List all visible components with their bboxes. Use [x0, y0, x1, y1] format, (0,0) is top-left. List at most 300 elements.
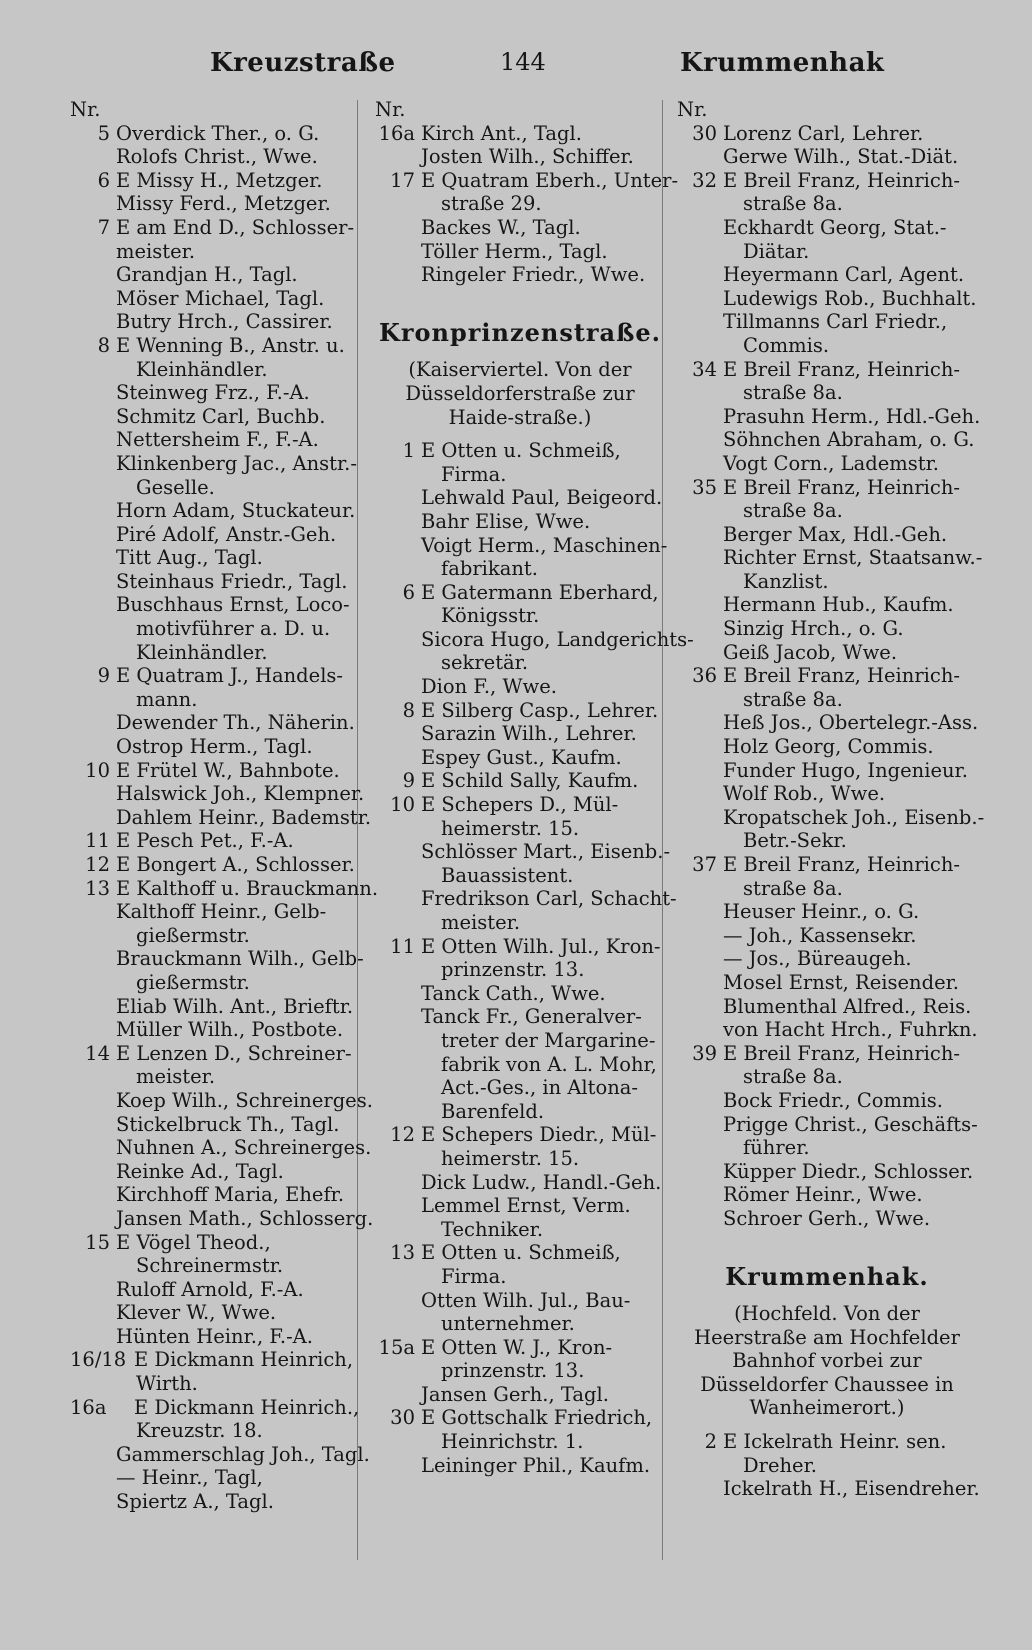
resident-text: Ringeler Friedr., Wwe.	[421, 263, 646, 287]
entry-line	[70, 145, 360, 169]
column-krummenhak	[677, 98, 985, 1501]
house-number: 8	[97, 333, 110, 357]
resident-text: E Kalthoff u. Brauckmann.	[116, 876, 379, 900]
resident-text: Dahlem Heinr., Bademstr.	[116, 805, 372, 829]
entry-line	[375, 1123, 665, 1147]
resident-text: Kalthoff Heinr., Gelb-	[116, 900, 327, 924]
resident-text: straße 8a.	[743, 876, 843, 900]
entry-line	[375, 958, 665, 982]
house-number: 8	[402, 698, 415, 722]
resident-text: Titt Aug., Tagl.	[116, 546, 263, 570]
entry-line	[70, 1231, 360, 1255]
resident-text: Grandjan H., Tagl.	[116, 263, 298, 287]
resident-text: Jansen Gerh., Tagl.	[421, 1382, 609, 1406]
resident-text: Dewender Th., Näherin.	[116, 711, 355, 735]
resident-text: Reinke Ad., Tagl.	[116, 1159, 284, 1183]
resident-text: Funder Hugo, Ingenieur.	[723, 758, 968, 782]
entry-line	[677, 759, 977, 783]
house-number: 12	[390, 1123, 415, 1147]
resident-text: fabrik von A. L. Mohr,	[441, 1052, 657, 1076]
entry-line	[70, 216, 360, 240]
entry-line	[677, 1065, 977, 1089]
entry-line	[70, 664, 360, 688]
resident-text: Josten Wilh., Schiffer.	[421, 145, 634, 169]
resident-text: Steinhaus Friedr., Tagl.	[116, 569, 348, 593]
resident-text: E Otten W. J., Kron-	[421, 1335, 613, 1359]
entry-line	[677, 240, 977, 264]
house-number: 7	[97, 215, 110, 239]
entry-line	[375, 1359, 665, 1383]
entry-line	[677, 711, 977, 735]
resident-text: Küpper Diedr., Schlosser.	[723, 1159, 974, 1183]
resident-text: Müller Wilh., Postbote.	[116, 1018, 344, 1042]
entry-line	[375, 1241, 665, 1265]
entry-line	[375, 604, 665, 628]
entry-line	[375, 439, 665, 463]
entry-list	[375, 121, 679, 287]
entry-line	[375, 769, 665, 793]
section-title: Kronprinzenstraße.	[379, 317, 661, 347]
resident-text: E Dickmann Heinrich.,	[134, 1395, 360, 1419]
resident-text: Piré Adolf, Anstr.-Geh.	[116, 522, 337, 546]
resident-text: Holz Georg, Commis.	[723, 735, 934, 759]
entry-line	[677, 1089, 977, 1113]
entry-line	[70, 876, 379, 901]
entry-line	[70, 1419, 360, 1443]
house-number: 39	[692, 1041, 717, 1065]
entry-list	[677, 121, 985, 1231]
entry-line	[70, 688, 360, 712]
entry-line	[677, 735, 977, 759]
resident-text: E Quatram Eberh., Unter-	[421, 168, 679, 192]
entry-line	[677, 216, 977, 240]
entry-line	[70, 924, 360, 948]
entry-line	[375, 1312, 665, 1336]
resident-text: E Gatermann Eberhard,	[421, 580, 659, 604]
house-number: 15	[85, 1230, 110, 1254]
entry-line	[677, 192, 977, 216]
resident-text: E Dickmann Heinrich,	[134, 1348, 354, 1372]
entry-line	[375, 1383, 665, 1407]
resident-text: E Schepers Diedr., Mül-	[421, 1123, 657, 1147]
resident-text: Mosel Ernst, Reisender.	[723, 970, 960, 994]
entry-line	[375, 1406, 665, 1430]
house-number: 17	[390, 168, 415, 192]
house-number: 35	[692, 475, 717, 499]
resident-text: Römer Heinr., Wwe.	[723, 1183, 923, 1207]
section-description: (Hochfeld. Von der Heerstraße am Hochfelder Bahnhof vorbei zur Düsseldorfer Chaussee in Wanheimerort.)	[694, 1302, 960, 1420]
resident-text: Kropatschek Joh., Eisenb.-	[723, 805, 985, 829]
resident-text: meister.	[441, 911, 521, 934]
resident-text: Hünten Heinr., F.-A.	[116, 1324, 313, 1348]
entry-line	[677, 1018, 977, 1042]
house-number: 12	[85, 853, 110, 876]
resident-text: E Breil Franz, Heinrich-	[723, 853, 960, 876]
entry-line	[677, 452, 977, 476]
resident-text: Nuhnen A., Schreinerges.	[116, 1136, 372, 1160]
house-number: 32	[692, 168, 717, 192]
resident-text: E Gottschalk Friedrich,	[421, 1406, 653, 1430]
entry-line	[677, 1183, 977, 1207]
house-number: 9	[97, 664, 110, 688]
resident-text: E Silberg Casp., Lehrer.	[421, 698, 659, 722]
nr-label: Nr.	[70, 98, 101, 121]
entry-line	[677, 829, 977, 853]
entry-line	[70, 853, 360, 877]
resident-text: Heß Jos., Obertelegr.-Ass.	[723, 711, 979, 735]
resident-text: Heyermann Carl, Agent.	[723, 263, 965, 287]
house-number: 9	[402, 769, 415, 793]
house-number: 1	[402, 439, 415, 463]
resident-text: Tillmanns Carl Friedr.,	[723, 310, 948, 334]
entry-line	[70, 1042, 360, 1066]
column-kreuzstrasse	[70, 98, 379, 1514]
resident-text: prinzenstr. 13.	[441, 1359, 585, 1383]
resident-text: Backes W., Tagl.	[421, 215, 581, 239]
entry-line	[70, 405, 360, 429]
resident-text: Geselle.	[136, 475, 215, 499]
resident-text: E Wenning B., Anstr. u.	[116, 333, 345, 357]
entry-line	[677, 924, 977, 948]
entry-line	[70, 1183, 360, 1207]
resident-text: meister.	[136, 1065, 216, 1089]
entry-line	[677, 428, 977, 452]
entry-line	[677, 971, 977, 995]
resident-text: Commis.	[743, 333, 830, 357]
resident-text: unternehmer.	[441, 1312, 575, 1336]
entry-line	[70, 617, 360, 641]
resident-text: Möser Michael, Tagl.	[116, 286, 325, 310]
entry-list	[70, 121, 379, 1514]
resident-text: E Otten u. Schmeiß,	[421, 1241, 621, 1265]
house-number: 6	[97, 168, 110, 192]
entry-line	[70, 428, 360, 452]
entry-line	[375, 145, 665, 169]
entry-line	[677, 664, 977, 688]
entry-line	[677, 900, 977, 924]
entry-line	[70, 169, 360, 193]
resident-text: E Bongert A., Schlosser.	[116, 853, 355, 876]
resident-text: gießermstr.	[136, 923, 250, 947]
entry-line	[70, 829, 360, 853]
entry-line	[375, 840, 671, 864]
resident-text: E Pesch Pet., F.-A.	[116, 829, 294, 853]
entry-line	[677, 358, 977, 382]
resident-text: Fredrikson Carl, Schacht-	[421, 887, 677, 911]
resident-text: Techniker.	[441, 1217, 544, 1241]
entry-line	[677, 1160, 977, 1184]
entry-line	[375, 533, 668, 558]
entry-line	[375, 722, 665, 746]
entry-line	[70, 711, 360, 735]
resident-text: Butry Hrch., Cassirer.	[116, 310, 333, 334]
entry-line	[375, 510, 665, 534]
resident-text: Eliab Wilh. Ant., Brieftr.	[116, 994, 354, 1018]
entry-line	[677, 853, 977, 877]
entry-line	[677, 641, 977, 665]
section-description: (Kaiserviertel. Von der Düsseldorferstraße zur Haide-straße.)	[405, 358, 635, 429]
header-right-street: Krummenhak	[680, 48, 885, 78]
resident-text: Kleinhändler.	[136, 357, 268, 381]
entry-line	[677, 617, 977, 641]
resident-text: Koep Wilh., Schreinerges.	[116, 1088, 373, 1112]
entry-line	[375, 1430, 665, 1454]
house-number: 34	[692, 357, 717, 381]
resident-text: E Breil Franz, Heinrich-	[723, 664, 960, 688]
resident-text: Schlösser Mart., Eisenb.-	[421, 840, 671, 864]
house-number: 10	[85, 758, 110, 782]
entry-line	[70, 546, 360, 570]
resident-text: Berger Max, Hdl.-Geh.	[723, 522, 948, 546]
entry-line	[70, 192, 360, 216]
resident-text: Königsstr.	[441, 604, 540, 628]
house-number: 2	[704, 1430, 717, 1454]
resident-text: straße 8a.	[743, 192, 843, 216]
nr-label: Nr.	[677, 98, 708, 121]
entry-line	[375, 887, 677, 911]
house-number: 14	[85, 1041, 110, 1065]
resident-text: führer.	[743, 1136, 810, 1160]
entry-line	[70, 310, 360, 334]
entry-line	[677, 1454, 977, 1478]
nr-label: Nr.	[375, 98, 406, 121]
entry-line	[677, 688, 977, 712]
entry-line	[677, 805, 985, 830]
entry-line	[70, 240, 360, 264]
resident-text: motivführer a. D. u.	[136, 617, 331, 641]
entry-line	[70, 1325, 360, 1349]
entry-line	[677, 169, 977, 193]
house-number: 36	[692, 664, 717, 688]
resident-text: E Otten u. Schmeiß,	[421, 439, 621, 463]
resident-text: straße 8a.	[743, 499, 843, 523]
page-number: 144	[500, 48, 546, 76]
resident-text: Missy Ferd., Metzger.	[116, 192, 331, 216]
entry-line	[70, 1113, 360, 1137]
resident-text: Kreuzstr. 18.	[136, 1419, 263, 1443]
entry-line	[375, 1289, 665, 1313]
entry-line	[70, 1396, 360, 1420]
entry-line	[375, 627, 694, 652]
entry-line	[375, 1218, 665, 1242]
resident-text: Eckhardt Georg, Stat.-	[723, 215, 947, 239]
entry-line	[375, 793, 665, 817]
resident-text: Hermann Hub., Kaufm.	[723, 593, 954, 617]
entry-line	[677, 404, 981, 429]
entry-line	[70, 1018, 360, 1042]
resident-text: Söhnchen Abraham, o. G.	[723, 428, 975, 452]
resident-text: Kleinhändler.	[136, 640, 268, 664]
entry-line	[375, 168, 679, 193]
resident-text: E Lenzen D., Schreiner-	[116, 1041, 352, 1065]
resident-text: Lemmel Ernst, Verm.	[421, 1194, 631, 1218]
entry-line	[677, 145, 977, 169]
entry-line	[375, 817, 665, 841]
resident-text: Kanzlist.	[743, 569, 829, 593]
resident-text: Sarazin Wilh., Lehrer.	[421, 722, 637, 746]
entry-line	[375, 1147, 665, 1171]
resident-text: Ruloff Arnold, F.-A.	[116, 1277, 304, 1301]
entry-line	[375, 1194, 665, 1218]
entry-line	[677, 1113, 977, 1137]
resident-text: Klinkenberg Jac., Anstr.-	[116, 451, 357, 475]
entry-line	[375, 263, 665, 287]
resident-text: Steinweg Frz., F.-A.	[116, 381, 310, 405]
entry-line	[70, 805, 372, 830]
resident-text: Heinrichstr. 1.	[441, 1430, 584, 1454]
entry-line	[70, 1206, 374, 1231]
house-number: 16a	[378, 121, 415, 145]
entry-line	[375, 746, 665, 770]
resident-text: straße 8a.	[743, 1065, 843, 1089]
resident-text: Töller Herm., Tagl.	[421, 239, 608, 263]
resident-text: Halswick Joh., Klempner.	[116, 782, 365, 806]
entry-list	[375, 439, 694, 1477]
resident-text: Rolofs Christ., Wwe.	[116, 145, 318, 169]
entry-line	[375, 1076, 665, 1100]
resident-text: E Ickelrath Heinr. sen.	[723, 1430, 947, 1454]
resident-text: Bahr Elise, Wwe.	[421, 509, 591, 533]
resident-text: Stickelbruck Th., Tagl.	[116, 1112, 340, 1136]
resident-text: prinzenstr. 13.	[441, 958, 585, 982]
resident-text: fabrikant.	[441, 557, 538, 581]
entry-line	[375, 581, 665, 605]
resident-text: Dion F., Wwe.	[421, 675, 557, 699]
resident-text: Ostrop Herm., Tagl.	[116, 735, 313, 759]
entry-line	[70, 287, 360, 311]
entry-line	[375, 216, 665, 240]
resident-text: Overdick Ther., o. G.	[116, 121, 320, 145]
entry-line	[70, 782, 365, 806]
resident-text: Kirch Ant., Tagl.	[421, 121, 582, 145]
resident-text: Kirchhoff Maria, Ehefr.	[116, 1183, 345, 1207]
entry-line	[70, 358, 360, 382]
entry-line	[70, 1301, 360, 1325]
entry-line	[677, 476, 977, 500]
entry-line	[70, 1160, 360, 1184]
entry-line	[70, 1442, 370, 1467]
resident-text: Ickelrath H., Eisendreher.	[723, 1477, 980, 1501]
entry-line	[375, 557, 665, 581]
entry-line	[375, 935, 665, 959]
resident-text: Wirth.	[136, 1372, 198, 1396]
entry-line	[70, 1136, 372, 1160]
resident-text: Prasuhn Herm., Hdl.-Geh.	[723, 404, 981, 428]
entry-line	[375, 982, 665, 1006]
entry-line	[375, 1265, 665, 1289]
resident-text: Diätar.	[743, 239, 810, 263]
resident-text: E Quatram J., Handels-	[116, 664, 344, 688]
entry-line	[375, 1053, 665, 1077]
entry-line	[677, 1430, 977, 1454]
entry-line	[677, 334, 977, 358]
resident-text: Lorenz Carl, Lehrer.	[723, 121, 924, 145]
resident-text: Horn Adam, Stuckateur.	[116, 499, 356, 523]
resident-text: Espey Gust., Kaufm.	[421, 745, 622, 769]
house-number: 16a	[70, 1395, 107, 1419]
section-title: Krummenhak.	[725, 1261, 929, 1291]
house-number: 15a	[378, 1335, 415, 1359]
resident-text: Firma.	[441, 462, 507, 486]
house-number: 11	[390, 934, 415, 958]
entry-line	[375, 1100, 665, 1124]
resident-text: E Breil Franz, Heinrich-	[723, 475, 960, 499]
resident-text: straße 29.	[441, 192, 542, 216]
entry-line	[70, 947, 364, 971]
resident-text: E Schepers D., Mül-	[421, 793, 619, 817]
resident-text: Betr.-Sekr.	[743, 829, 847, 853]
column-kronprinzenstrasse	[375, 98, 694, 1477]
entry-line	[677, 122, 977, 146]
house-number: 10	[390, 793, 415, 817]
entry-line	[677, 499, 977, 523]
resident-text: heimerstr. 15.	[441, 816, 580, 840]
resident-text: Leininger Phil., Kaufm.	[421, 1453, 651, 1477]
house-number: 13	[390, 1241, 415, 1265]
entry-line	[677, 1042, 977, 1066]
entry-line	[70, 759, 360, 783]
resident-text: Otten Wilh. Jul., Bau-	[421, 1288, 631, 1312]
house-number: 6	[402, 580, 415, 604]
resident-text: Sicora Hugo, Landgerichts-	[421, 627, 694, 651]
entry-line	[375, 240, 665, 264]
resident-text: treter der Margarine-	[441, 1028, 656, 1052]
resident-text: Ludewigs Rob., Buchhalt.	[723, 286, 977, 310]
entry-line	[70, 971, 360, 995]
resident-text: Dick Ludw., Handl.-Geh.	[421, 1170, 662, 1194]
resident-text: Bauassistent.	[441, 863, 574, 887]
entry-line	[375, 122, 665, 146]
resident-text: Geiß Jacob, Wwe.	[723, 640, 898, 664]
entry-line	[677, 523, 977, 547]
entry-line	[70, 1466, 360, 1490]
entry-list	[677, 1430, 980, 1501]
entry-line	[677, 947, 977, 971]
resident-text: Nettersheim F., F.-A.	[116, 428, 319, 452]
resident-text: Firma.	[441, 1264, 507, 1288]
resident-text: Barenfeld.	[441, 1099, 545, 1123]
resident-text: Vogt Corn., Lademstr.	[723, 451, 939, 475]
resident-text: mann.	[136, 687, 198, 711]
header-left-street: Kreuzstraße	[210, 48, 396, 78]
entry-line	[375, 463, 665, 487]
entry-line	[70, 593, 360, 617]
entry-line	[375, 1029, 665, 1053]
house-number: 16/18	[70, 1348, 127, 1372]
resident-text: Gerwe Wilh., Stat.-Diät.	[723, 145, 959, 169]
entry-line	[375, 864, 665, 888]
resident-text: Klever W., Wwe.	[116, 1301, 277, 1325]
entry-line	[375, 911, 665, 935]
house-number: 5	[97, 121, 110, 145]
entry-line	[375, 1454, 665, 1478]
entry-line	[70, 1490, 360, 1514]
entry-line	[375, 486, 665, 510]
resident-text: E Otten Wilh. Jul., Kron-	[421, 934, 661, 958]
house-number: 11	[85, 829, 110, 853]
entry-line	[375, 675, 665, 699]
resident-text: gießermstr.	[136, 970, 250, 994]
entry-line	[677, 782, 977, 806]
entry-line	[375, 1171, 665, 1195]
entry-line	[70, 122, 360, 146]
entry-line	[70, 1254, 360, 1278]
entry-line	[677, 995, 977, 1019]
entry-line	[375, 1336, 665, 1360]
entry-line	[70, 476, 360, 500]
resident-text: straße 8a.	[743, 381, 843, 405]
resident-text: Heuser Heinr., o. G.	[723, 900, 920, 924]
